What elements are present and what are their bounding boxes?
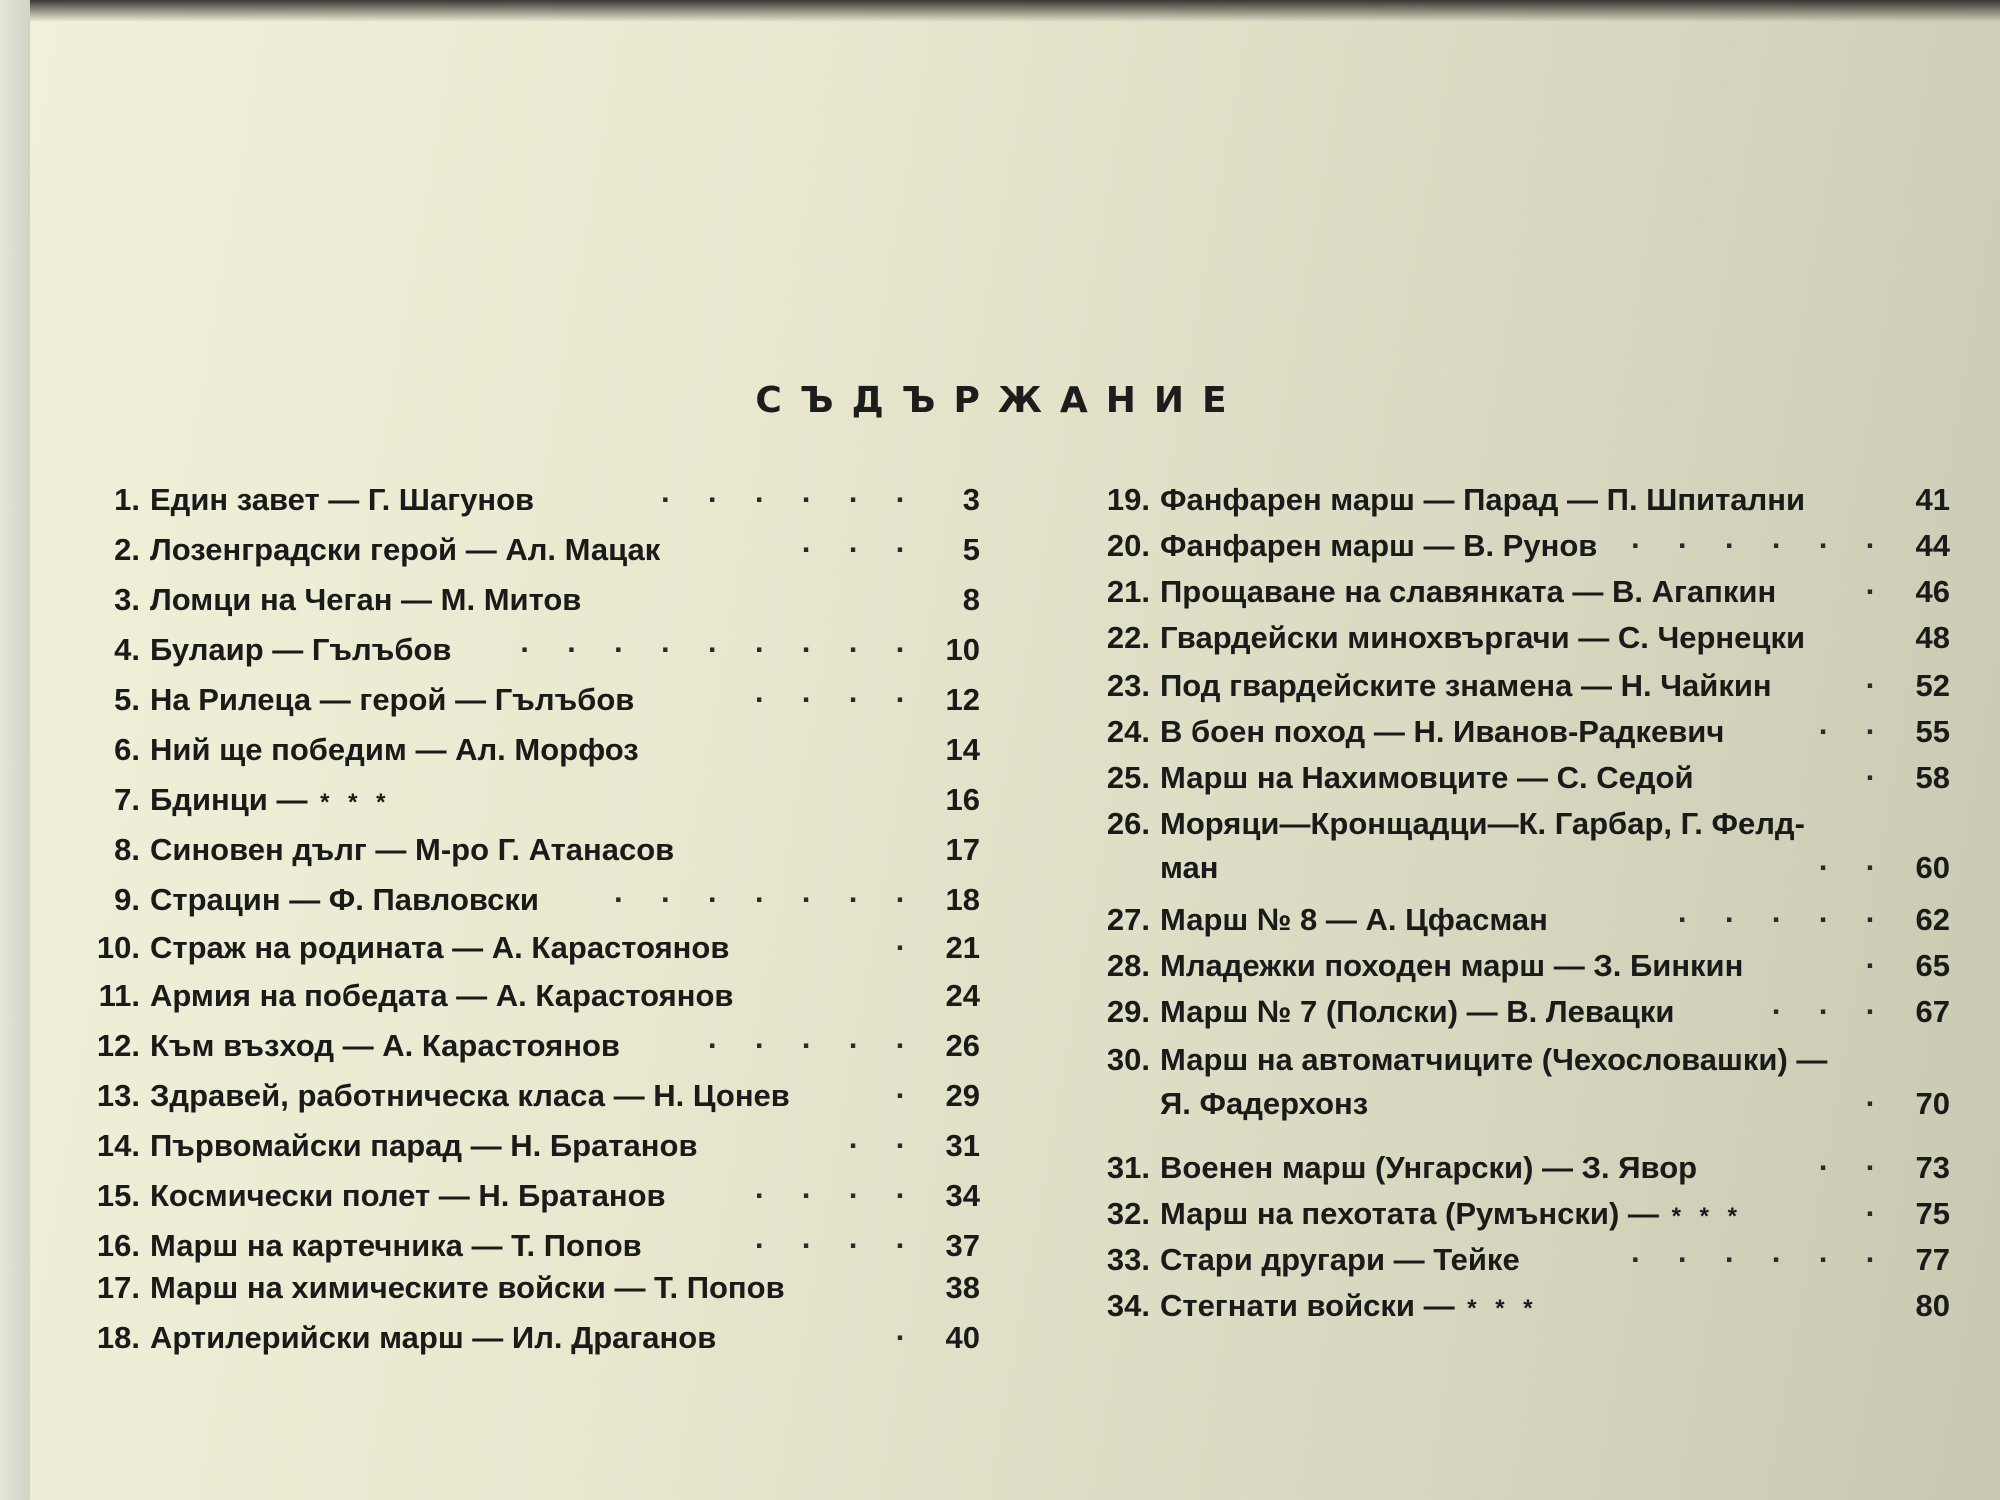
- toc-entry-number: 15.: [96, 1178, 140, 1213]
- toc-page-number: 40: [945, 1320, 980, 1355]
- toc-page-number: 55: [1915, 714, 1950, 749]
- dot-leader: ·: [1865, 948, 1890, 983]
- dot-leader: · · · ·: [754, 682, 920, 717]
- toc-page-number: 21: [945, 930, 980, 965]
- toc-entry-number: 27.: [1106, 902, 1150, 937]
- toc-page-number: 62: [1915, 902, 1950, 937]
- toc-entry-title: Марш на автоматчиците (Чехословашки) —: [1160, 1042, 1828, 1077]
- dot-leader: · · · · ·: [707, 1028, 920, 1063]
- asterism-mark: * * *: [307, 789, 392, 816]
- toc-page-number: 5: [962, 532, 980, 567]
- toc-page-number: 18: [945, 882, 980, 917]
- dot-leader: · ·: [1818, 1150, 1890, 1185]
- toc-entry-title: Здравей, работническа класа — Н. Цонев: [150, 1078, 790, 1113]
- toc-entry-title: Фанфарен марш — В. Рунов: [1160, 528, 1598, 563]
- toc-entry-title: Моряци—Кронщадци—К. Гарбар, Г. Фелд-: [1160, 806, 1805, 841]
- toc-page-number: 80: [1915, 1288, 1950, 1323]
- toc-entry-title: Прощаване на славянката — В. Агапкин: [1160, 574, 1777, 609]
- toc-entry-title: Един завет — Г. Шагунов: [150, 482, 535, 517]
- toc-entry-number: 14.: [96, 1128, 140, 1163]
- toc-entry-title: Марш на химическите войски — Т. Попов: [150, 1270, 785, 1305]
- toc-entry-number: 16.: [96, 1228, 140, 1263]
- toc-page-number: 26: [945, 1028, 980, 1063]
- dot-leader: · · · · · · · · ·: [520, 632, 920, 667]
- toc-page-number: 65: [1915, 948, 1950, 983]
- dot-leader: ·: [1865, 1086, 1890, 1121]
- toc-entry-number: 22.: [1106, 620, 1150, 655]
- toc-page-number: 52: [1915, 668, 1950, 703]
- toc-page-number: 10: [945, 632, 980, 667]
- toc-entry-title: На Рилеца — герой — Гълъбов: [150, 682, 635, 717]
- toc-page-number: 3: [962, 482, 980, 517]
- toc-entry-number: 10.: [96, 930, 140, 965]
- toc-entry-number: 11.: [98, 978, 140, 1013]
- toc-page-number: 16: [945, 782, 980, 817]
- toc-entry-title: Марш на пехотата (Румънски) — * * *: [1160, 1196, 1743, 1231]
- toc-entry-number: 4.: [114, 632, 140, 667]
- toc-page-number: 73: [1915, 1150, 1950, 1185]
- dot-leader: ·: [1865, 574, 1890, 609]
- toc-entry-title: Марш № 7 (Полски) — В. Левацки: [1160, 994, 1675, 1029]
- toc-entry-title: Артилерийски марш — Ил. Драганов: [150, 1320, 717, 1355]
- dot-leader: · · · · · ·: [1630, 528, 1890, 563]
- dot-leader: · · ·: [801, 532, 920, 567]
- toc-entry-title: Ломци на Чеган — М. Митов: [150, 582, 582, 617]
- toc-entry-number: 23.: [1106, 668, 1150, 703]
- toc-entry-title: Гвардейски минохвъргачи — С. Чернецки: [1160, 620, 1806, 655]
- toc-entry-number: 12.: [96, 1028, 140, 1063]
- toc-entry-title: Първомайски парад — Н. Братанов: [150, 1128, 698, 1163]
- dot-leader: · · · · · ·: [660, 482, 920, 517]
- toc-page-number: 17: [945, 832, 980, 867]
- toc-page-number: 46: [1915, 574, 1950, 609]
- dot-leader: · · · · · ·: [1630, 1242, 1890, 1277]
- toc-entry-number: 3.: [114, 582, 140, 617]
- toc-entry-number: 29.: [1106, 994, 1150, 1029]
- dot-leader: ·: [895, 930, 920, 965]
- toc-entry-title: Ний ще победим — Ал. Морфоз: [150, 732, 639, 767]
- toc-entry-title-continued: ман: [1160, 850, 1219, 885]
- toc-page-number: 24: [945, 978, 980, 1013]
- dot-leader: · ·: [1818, 850, 1890, 885]
- toc-entry-title: Страцин — Ф. Павловски: [150, 882, 539, 917]
- dot-leader: · · · ·: [754, 1178, 920, 1213]
- toc-entry-number: 30.: [1106, 1042, 1150, 1077]
- toc-entry-number: 18.: [96, 1320, 140, 1355]
- toc-entry-number: 6.: [114, 732, 140, 767]
- dot-leader: ·: [895, 1320, 920, 1355]
- dot-leader: ·: [1865, 668, 1890, 703]
- toc-entry-number: 5.: [114, 682, 140, 717]
- toc-entry-title: Стегнати войски — * * *: [1160, 1288, 1539, 1323]
- asterism-mark: * * *: [1454, 1295, 1539, 1322]
- toc-page-number: 14: [945, 732, 980, 767]
- dot-leader: · ·: [1818, 714, 1890, 749]
- toc-page-number: 75: [1915, 1196, 1950, 1231]
- dot-leader: ·: [1865, 1196, 1890, 1231]
- toc-entry-title-continued: Я. Фадерхонз: [1160, 1086, 1369, 1121]
- dot-leader: ·: [1865, 760, 1890, 795]
- toc-entry-title: В боен поход — Н. Иванов-Радкевич: [1160, 714, 1725, 749]
- toc-entry-title: Стари другари — Тейке: [1160, 1242, 1520, 1277]
- toc-entry-title: Булаир — Гълъбов: [150, 632, 452, 667]
- dot-leader: ·: [895, 1078, 920, 1113]
- dot-leader: · · · · ·: [1677, 902, 1890, 937]
- toc-page-number: 37: [945, 1228, 980, 1263]
- toc-page-number: 70: [1915, 1086, 1950, 1121]
- toc-entry-number: 34.: [1106, 1288, 1150, 1323]
- toc-page-number: 48: [1915, 620, 1950, 655]
- toc-entry-number: 20.: [1106, 528, 1150, 563]
- toc-entry-title: Армия на победата — А. Карастоянов: [150, 978, 734, 1013]
- toc-entry-title: Военен марш (Унгарски) — З. Явор: [1160, 1150, 1698, 1185]
- toc-entry-number: 19.: [1106, 482, 1150, 517]
- toc-entry-number: 32.: [1106, 1196, 1150, 1231]
- toc-entry-number: 1.: [114, 482, 140, 517]
- toc-page-number: 41: [1915, 482, 1950, 517]
- toc-entry-number: 26.: [1106, 806, 1150, 841]
- toc-page-number: 67: [1915, 994, 1950, 1029]
- toc-entry-title: Младежки походен марш — З. Бинкин: [1160, 948, 1744, 983]
- toc-entry-number: 28.: [1106, 948, 1150, 983]
- toc-entry-title: Фанфарен марш — Парад — П. Шпитални: [1160, 482, 1806, 517]
- toc-entry-number: 9.: [114, 882, 140, 917]
- toc-page-number: 77: [1915, 1242, 1950, 1277]
- toc-entry-title: Марш № 8 — А. Цфасман: [1160, 902, 1548, 937]
- dot-leader: · · · ·: [754, 1228, 920, 1263]
- toc-entry-title: Марш на Нахимовците — С. Седой: [1160, 760, 1694, 795]
- toc-entry-number: 7.: [114, 782, 140, 817]
- page-title: СЪДЪРЖАНИЕ: [755, 380, 1245, 421]
- toc-entry-title: Към възход — А. Карастоянов: [150, 1028, 620, 1063]
- toc-entry-number: 33.: [1106, 1242, 1150, 1277]
- toc-entry-title: Лозенградски герой — Ал. Мацак: [150, 532, 661, 567]
- toc-page-number: 58: [1915, 760, 1950, 795]
- toc-page-number: 31: [945, 1128, 980, 1163]
- toc-entry-number: 17.: [96, 1270, 140, 1305]
- toc-entry-title: Синовен дълг — М-ро Г. Атанасов: [150, 832, 675, 867]
- toc-entry-title: Марш на картечника — Т. Попов: [150, 1228, 642, 1263]
- toc-entry-number: 2.: [114, 532, 140, 567]
- toc-page-number: 8: [962, 582, 980, 617]
- toc-page-number: 44: [1915, 528, 1950, 563]
- toc-entry-number: 31.: [1106, 1150, 1150, 1185]
- toc-page-number: 34: [945, 1178, 980, 1213]
- toc-entry-title: Под гвардейските знамена — Н. Чайкин: [1160, 668, 1772, 703]
- toc-page-number: 12: [945, 682, 980, 717]
- toc-page-number: 29: [945, 1078, 980, 1113]
- page-top-shadow: [30, 0, 2000, 22]
- toc-entry-number: 8.: [114, 832, 140, 867]
- toc-entry-title: Страж на родината — А. Карастоянов: [150, 930, 730, 965]
- dot-leader: · · ·: [1771, 994, 1890, 1029]
- toc-entry-number: 24.: [1106, 714, 1150, 749]
- toc-entry-number: 21.: [1106, 574, 1150, 609]
- asterism-mark: * * *: [1658, 1203, 1743, 1230]
- toc-entry-title: Космически полет — Н. Братанов: [150, 1178, 666, 1213]
- adjacent-page-edge: [0, 0, 30, 1500]
- dot-leader: · ·: [848, 1128, 920, 1163]
- toc-page-number: 38: [945, 1270, 980, 1305]
- toc-entry-number: 13.: [96, 1078, 140, 1113]
- dot-leader: · · · · · · ·: [614, 882, 920, 917]
- toc-entry-title: Бдинци — * * *: [150, 782, 392, 817]
- toc-entry-number: 25.: [1106, 760, 1150, 795]
- toc-page-number: 60: [1915, 850, 1950, 885]
